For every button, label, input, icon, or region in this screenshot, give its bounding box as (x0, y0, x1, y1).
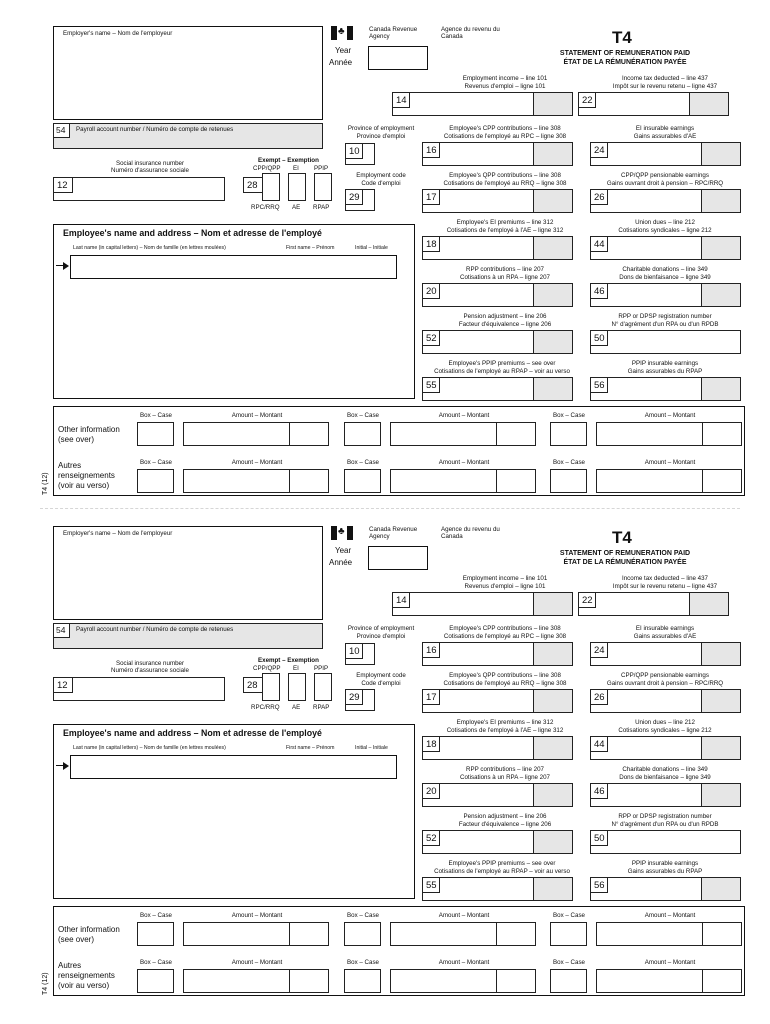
amount-label-fr: Impôt sur le revenu retenu – ligne 437 (612, 583, 718, 590)
amount-box-44[interactable] (590, 736, 741, 760)
box-number-29: 29 (345, 689, 363, 705)
other-amount-input[interactable] (596, 922, 742, 946)
sin-input[interactable] (53, 677, 225, 701)
amount-label-en: RPP contributions – line 207 (466, 266, 544, 273)
amount-montant-label: Amount – Montant (644, 412, 696, 419)
amount-box-cents (701, 643, 740, 665)
exempt-ei-checkbox[interactable] (288, 173, 306, 201)
box-number-10: 10 (345, 643, 363, 659)
box-number-52: 52 (422, 830, 440, 846)
amount-label-en: Employee's QPP contributions – line 308 (449, 672, 561, 679)
amount-label-en: Employee's QPP contributions – line 308 (449, 172, 561, 179)
maple-leaf-icon: ♣ (338, 26, 345, 37)
box-case-label: Box – Case (140, 412, 172, 419)
other-info-label-en-1: Other information (58, 425, 120, 434)
amount-box-56[interactable] (590, 377, 741, 401)
box-case-label: Box – Case (347, 459, 379, 466)
exempt-rpc-label: RPC/RRQ (251, 704, 280, 711)
exempt-cpp-checkbox[interactable] (262, 673, 280, 701)
box-number-50: 50 (590, 330, 608, 346)
exempt-ppip-checkbox[interactable] (314, 173, 332, 201)
other-box-case-input[interactable] (550, 969, 587, 993)
amount-box-cents (533, 737, 572, 759)
form-code: T4 (612, 528, 632, 547)
box-number-22: 22 (578, 92, 596, 108)
other-info-label-en-2: (see over) (58, 935, 95, 944)
box-number-22: 22 (578, 592, 596, 608)
amount-box-cents (533, 143, 572, 165)
amount-montant-label: Amount – Montant (231, 912, 283, 919)
other-info-label-fr-3: (voir au verso) (58, 981, 110, 990)
amount-box-55[interactable] (422, 377, 573, 401)
t4-slip (0, 500, 770, 998)
other-box-case-input[interactable] (137, 422, 174, 446)
box-number-29: 29 (345, 189, 363, 205)
other-amount-cents (702, 923, 741, 945)
year-label-fr: Année (329, 558, 353, 567)
other-amount-cents (289, 470, 328, 492)
amount-box-cents (701, 737, 740, 759)
year-input[interactable] (368, 46, 428, 70)
other-box-case-input[interactable] (550, 469, 587, 493)
sin-label-fr: Numéro d'assurance sociale (111, 167, 189, 174)
amount-label-fr: Revenus d'emploi – ligne 101 (464, 83, 546, 90)
other-info-label-en-1: Other information (58, 925, 120, 934)
box-case-label: Box – Case (347, 912, 379, 919)
flag-bar-right (347, 526, 353, 540)
amount-montant-label: Amount – Montant (438, 912, 490, 919)
box-number-54: 54 (53, 623, 70, 638)
exempt-ae-label: AE (292, 204, 301, 211)
form-code: T4 (612, 28, 632, 47)
box-number-17: 17 (422, 689, 440, 705)
other-box-case-input[interactable] (550, 922, 587, 946)
other-box-case-input[interactable] (344, 969, 381, 993)
flag-bar-right (347, 26, 353, 40)
employment-code-label-en: Employment code (356, 172, 406, 179)
amount-box-cents (533, 690, 572, 712)
amount-box-26[interactable] (590, 189, 741, 213)
employee-address-title: Employee's name and address – Nom et adresse de l'employé (63, 728, 322, 738)
box-case-label: Box – Case (553, 912, 585, 919)
amount-label-en: RPP contributions – line 207 (466, 766, 544, 773)
other-amount-input[interactable] (596, 422, 742, 446)
amount-label-fr: Gains assurables du RPAP (627, 368, 703, 375)
box-number-12: 12 (53, 677, 73, 693)
other-info-label-fr-2: renseignements (58, 971, 115, 980)
form-version: T4 (12) (42, 972, 49, 995)
amount-box-46[interactable] (590, 283, 741, 307)
other-amount-cents (289, 923, 328, 945)
box-number-10: 10 (345, 143, 363, 159)
amount-box-cents (533, 593, 572, 615)
employer-name-label: Employer's name – Nom de l'employeur (63, 530, 173, 537)
amount-box-cents (701, 284, 740, 306)
amount-label-en: PPIP insurable earnings (631, 360, 699, 367)
province-label-en: Province of employment (347, 625, 415, 632)
box-case-label: Box – Case (140, 912, 172, 919)
employee-name-input[interactable] (70, 255, 397, 279)
employee-initial-label: Initial – Initiale (355, 245, 388, 251)
employer-name-box[interactable] (53, 26, 323, 120)
other-amount-cents (496, 970, 535, 992)
amount-montant-label: Amount – Montant (644, 959, 696, 966)
box-number-20: 20 (422, 783, 440, 799)
amount-montant-label: Amount – Montant (231, 412, 283, 419)
box-number-24: 24 (590, 142, 608, 158)
box-number-12: 12 (53, 177, 73, 193)
exempt-ei-label: EI (293, 665, 299, 672)
amount-box-16[interactable] (422, 142, 573, 166)
form-version: T4 (12) (42, 472, 49, 495)
amount-label-fr: Cotisations de l'employé au RPC – ligne 308 (443, 633, 567, 640)
amount-label-fr: Cotisations syndicales – ligne 212 (618, 727, 712, 734)
amount-montant-label: Amount – Montant (644, 459, 696, 466)
other-amount-cents (702, 470, 741, 492)
box-number-16: 16 (422, 142, 440, 158)
amount-label-fr: Revenus d'emploi – ligne 101 (464, 583, 546, 590)
other-amount-input[interactable] (390, 922, 536, 946)
amount-box-14[interactable] (392, 92, 573, 116)
amount-montant-label: Amount – Montant (644, 912, 696, 919)
other-amount-input[interactable] (183, 469, 329, 493)
payroll-account-label: Payroll account number / Numéro de compte de retenues (76, 626, 234, 633)
box-number-18: 18 (422, 736, 440, 752)
amount-box-cents (533, 237, 572, 259)
amount-label-fr: Gains assurables d'AE (633, 633, 697, 640)
box-number-54: 54 (53, 123, 70, 138)
amount-label-en: Income tax deducted – line 437 (622, 575, 708, 582)
amount-box-18[interactable] (422, 736, 573, 760)
box-number-28: 28 (243, 177, 263, 193)
sin-label-fr: Numéro d'assurance sociale (111, 667, 189, 674)
other-info-label-fr-2: renseignements (58, 471, 115, 480)
amount-label-en: Employee's CPP contributions – line 308 (449, 625, 561, 632)
amount-label-en: Charitable donations – line 349 (622, 266, 708, 273)
amount-label-fr: Cotisations de l'employé au RPAP – voir au verso (434, 368, 570, 375)
box-number-44: 44 (590, 236, 608, 252)
exempt-cpp-label: CPP/QPP (253, 165, 281, 172)
box-number-55: 55 (422, 877, 440, 893)
amount-box-44[interactable] (590, 236, 741, 260)
amount-box-14[interactable] (392, 592, 573, 616)
amount-label-fr: Gains ouvrant droit à pension – RPC/RRQ (606, 180, 724, 187)
amount-box-22[interactable] (578, 92, 729, 116)
box-case-label: Box – Case (347, 412, 379, 419)
amount-box-cents (533, 284, 572, 306)
amount-label-en: Union dues – line 212 (635, 219, 695, 226)
employment-code-label-fr: Code d'emploi (361, 680, 401, 687)
employee-initial-label: Initial – Initiale (355, 745, 388, 751)
amount-box-20[interactable] (422, 283, 573, 307)
amount-box-50[interactable] (590, 830, 741, 854)
amount-box-cents (533, 378, 572, 400)
box-case-label: Box – Case (347, 959, 379, 966)
year-label-en: Year (335, 546, 352, 555)
amount-label-en: RPP or DPSP registration number (618, 813, 712, 820)
box-number-20: 20 (422, 283, 440, 299)
amount-box-46[interactable] (590, 783, 741, 807)
amount-montant-label: Amount – Montant (438, 412, 490, 419)
exempt-ppip-label: PPIP (314, 165, 329, 172)
amount-label-fr: Cotisations de l'employé au RRQ – ligne 308 (443, 680, 567, 687)
other-box-case-input[interactable] (550, 422, 587, 446)
exempt-ei-label: EI (293, 165, 299, 172)
other-box-case-input[interactable] (344, 422, 381, 446)
exempt-cpp-label: CPP/QPP (253, 665, 281, 672)
other-amount-input[interactable] (183, 969, 329, 993)
title-en: STATEMENT OF REMUNERATION PAID (559, 550, 691, 557)
box-number-56: 56 (590, 377, 608, 393)
employment-code-label-fr: Code d'emploi (361, 180, 401, 187)
amount-label-fr: Cotisations de l'employé au RRQ – ligne 308 (443, 180, 567, 187)
box-number-50: 50 (590, 830, 608, 846)
amount-box-17[interactable] (422, 689, 573, 713)
other-box-case-input[interactable] (137, 469, 174, 493)
amount-label-en: CPP/QPP pensionable earnings (621, 672, 709, 679)
flag-bar-left (331, 526, 337, 540)
box-number-14: 14 (392, 92, 410, 108)
employee-address-title: Employee's name and address – Nom et adresse de l'employé (63, 228, 322, 238)
title-fr: ÉTAT DE LA RÉMUNÉRATION PAYÉE (563, 59, 687, 66)
exempt-title: Exempt – Exemption (258, 657, 319, 664)
box-number-17: 17 (422, 189, 440, 205)
amount-label-fr: Cotisations à un RPA – ligne 207 (459, 774, 550, 781)
t4-slip (0, 0, 770, 498)
province-label-fr: Province d'emploi (356, 133, 406, 140)
amount-montant-label: Amount – Montant (438, 459, 490, 466)
amount-box-16[interactable] (422, 642, 573, 666)
sin-label-en: Social insurance number (115, 660, 185, 667)
employee-first-name-label: First name – Prénom (286, 245, 335, 251)
amount-montant-label: Amount – Montant (438, 959, 490, 966)
cra-name-en: Canada Revenue Agency (369, 526, 418, 541)
cra-name-fr: Agence du revenu du Canada (441, 526, 500, 541)
amount-label-en: Pension adjustment – line 206 (463, 813, 547, 820)
other-info-label-en-2: (see over) (58, 435, 95, 444)
other-amount-cents (496, 423, 535, 445)
title-en: STATEMENT OF REMUNERATION PAID (559, 50, 691, 57)
box-number-24: 24 (590, 642, 608, 658)
employee-last-name-label: Last name (in capital letters) – Nom de famille (en lettres moulées) (73, 745, 226, 751)
amount-label-fr: Impôt sur le revenu retenu – ligne 437 (612, 83, 718, 90)
amount-box-cents (533, 331, 572, 353)
amount-box-cents (701, 190, 740, 212)
box-number-18: 18 (422, 236, 440, 252)
amount-label-en: RPP or DPSP registration number (618, 313, 712, 320)
amount-label-fr: Gains assurables du RPAP (627, 868, 703, 875)
amount-label-en: Income tax deducted – line 437 (622, 75, 708, 82)
exempt-ppip-label: PPIP (314, 665, 329, 672)
other-amount-input[interactable] (390, 969, 536, 993)
box-number-16: 16 (422, 642, 440, 658)
other-amount-cents (289, 970, 328, 992)
amount-box-cents (689, 593, 728, 615)
amount-box-cents (533, 831, 572, 853)
canada-flag-icon (331, 26, 353, 40)
amount-label-en: PPIP insurable earnings (631, 860, 699, 867)
exempt-ae-label: AE (292, 704, 301, 711)
other-amount-input[interactable] (390, 469, 536, 493)
amount-box-55[interactable] (422, 877, 573, 901)
employee-arrow-icon (63, 262, 69, 270)
title-fr: ÉTAT DE LA RÉMUNÉRATION PAYÉE (563, 559, 687, 566)
amount-box-cents (701, 690, 740, 712)
amount-label-fr: Cotisations de l'employé à l'AE – ligne 312 (446, 227, 564, 234)
maple-leaf-icon: ♣ (338, 526, 345, 537)
other-amount-cents (702, 423, 741, 445)
amount-box-50[interactable] (590, 330, 741, 354)
amount-box-24[interactable] (590, 642, 741, 666)
amount-label-fr: Cotisations de l'employé au RPAP – voir au verso (434, 868, 570, 875)
box-number-44: 44 (590, 736, 608, 752)
amount-box-cents (701, 237, 740, 259)
other-box-case-input[interactable] (344, 922, 381, 946)
other-info-label-fr-1: Autres (58, 461, 82, 470)
amount-label-en: EI insurable earnings (635, 625, 695, 632)
amount-label-en: Union dues – line 212 (635, 719, 695, 726)
amount-label-fr: Cotisations de l'employé à l'AE – ligne 312 (446, 727, 564, 734)
amount-box-cents (533, 784, 572, 806)
other-box-case-input[interactable] (344, 469, 381, 493)
amount-box-52[interactable] (422, 830, 573, 854)
box-number-52: 52 (422, 330, 440, 346)
employment-code-label-en: Employment code (356, 672, 406, 679)
employee-name-input[interactable] (70, 755, 397, 779)
amount-label-fr: Dons de bienfaisance – ligne 349 (619, 774, 711, 781)
amount-box-cents (701, 878, 740, 900)
cra-name-en: Canada Revenue Agency (369, 26, 418, 41)
amount-box-24[interactable] (590, 142, 741, 166)
amount-montant-label: Amount – Montant (231, 459, 283, 466)
amount-label-fr: Gains ouvrant droit à pension – RPC/RRQ (606, 680, 724, 687)
exempt-rpap-label: RPAP (313, 204, 330, 211)
amount-box-cents (533, 190, 572, 212)
other-amount-input[interactable] (596, 969, 742, 993)
other-box-case-input[interactable] (137, 969, 174, 993)
other-amount-cents (496, 923, 535, 945)
amount-box-cents (701, 143, 740, 165)
exempt-rpc-label: RPC/RRQ (251, 204, 280, 211)
amount-box-cents (533, 93, 572, 115)
amount-box-52[interactable] (422, 330, 573, 354)
exempt-title: Exempt – Exemption (258, 157, 319, 164)
amount-box-20[interactable] (422, 783, 573, 807)
employee-last-name-label: Last name (in capital letters) – Nom de famille (en lettres moulées) (73, 245, 226, 251)
amount-box-cents (533, 878, 572, 900)
amount-label-en: Employee's CPP contributions – line 308 (449, 125, 561, 132)
other-amount-input[interactable] (390, 422, 536, 446)
other-amount-cents (496, 470, 535, 492)
amount-box-cents (701, 378, 740, 400)
flag-bar-left (331, 26, 337, 40)
other-amount-input[interactable] (183, 922, 329, 946)
amount-label-fr: Facteur d'équivalence – ligne 206 (458, 821, 552, 828)
other-info-label-fr-3: (voir au verso) (58, 481, 110, 490)
box-number-26: 26 (590, 189, 608, 205)
amount-label-en: EI insurable earnings (635, 125, 695, 132)
employer-name-box[interactable] (53, 526, 323, 620)
box-number-26: 26 (590, 689, 608, 705)
exempt-ei-checkbox[interactable] (288, 673, 306, 701)
amount-box-26[interactable] (590, 689, 741, 713)
exempt-rpap-label: RPAP (313, 704, 330, 711)
amount-label-fr: N° d'agrément d'un RPA ou d'un RPDB (611, 821, 719, 828)
amount-box-18[interactable] (422, 236, 573, 260)
box-number-46: 46 (590, 283, 608, 299)
box-number-56: 56 (590, 877, 608, 893)
amount-label-en: Employee's PPIP premiums – see over (448, 360, 556, 367)
amount-label-fr: Cotisations à un RPA – ligne 207 (459, 274, 550, 281)
amount-label-en: Employee's PPIP premiums – see over (448, 860, 556, 867)
exempt-ppip-checkbox[interactable] (314, 673, 332, 701)
amount-montant-label: Amount – Montant (231, 959, 283, 966)
year-input[interactable] (368, 546, 428, 570)
canada-flag-icon (331, 526, 353, 540)
amount-box-56[interactable] (590, 877, 741, 901)
amount-label-fr: N° d'agrément d'un RPA ou d'un RPDB (611, 321, 719, 328)
other-amount-input[interactable] (183, 422, 329, 446)
employer-name-label: Employer's name – Nom de l'employeur (63, 30, 173, 37)
amount-box-cents (701, 784, 740, 806)
sin-input[interactable] (53, 177, 225, 201)
box-case-label: Box – Case (140, 459, 172, 466)
other-amount-cents (289, 423, 328, 445)
other-info-label-fr-1: Autres (58, 961, 82, 970)
box-number-46: 46 (590, 783, 608, 799)
province-label-fr: Province d'emploi (356, 633, 406, 640)
payroll-account-label: Payroll account number / Numéro de compte de retenues (76, 126, 234, 133)
employee-first-name-label: First name – Prénom (286, 745, 335, 751)
box-case-label: Box – Case (553, 959, 585, 966)
amount-label-fr: Facteur d'équivalence – ligne 206 (458, 321, 552, 328)
sin-label-en: Social insurance number (115, 160, 185, 167)
year-label-fr: Année (329, 58, 353, 67)
exempt-cpp-checkbox[interactable] (262, 173, 280, 201)
box-case-label: Box – Case (553, 459, 585, 466)
amount-label-en: Employee's EI premiums – line 312 (456, 219, 554, 226)
box-number-28: 28 (243, 677, 263, 693)
box-case-label: Box – Case (553, 412, 585, 419)
amount-label-en: CPP/QPP pensionable earnings (621, 172, 709, 179)
amount-label-fr: Dons de bienfaisance – ligne 349 (619, 274, 711, 281)
amount-box-cents (689, 93, 728, 115)
box-case-label: Box – Case (140, 959, 172, 966)
amount-label-en: Employment income – line 101 (462, 75, 548, 82)
employee-arrow-icon (63, 762, 69, 770)
other-box-case-input[interactable] (137, 922, 174, 946)
other-amount-cents (702, 970, 741, 992)
cra-name-fr: Agence du revenu du Canada (441, 26, 500, 41)
amount-label-en: Employee's EI premiums – line 312 (456, 719, 554, 726)
year-label-en: Year (335, 46, 352, 55)
amount-label-en: Employment income – line 101 (462, 575, 548, 582)
amount-label-en: Pension adjustment – line 206 (463, 313, 547, 320)
amount-label-fr: Cotisations syndicales – ligne 212 (618, 227, 712, 234)
amount-label-en: Charitable donations – line 349 (622, 766, 708, 773)
amount-box-22[interactable] (578, 592, 729, 616)
amount-box-cents (533, 643, 572, 665)
box-number-14: 14 (392, 592, 410, 608)
amount-box-17[interactable] (422, 189, 573, 213)
amount-label-fr: Gains assurables d'AE (633, 133, 697, 140)
box-number-55: 55 (422, 377, 440, 393)
amount-label-fr: Cotisations de l'employé au RPC – ligne 308 (443, 133, 567, 140)
province-label-en: Province of employment (347, 125, 415, 132)
other-amount-input[interactable] (596, 469, 742, 493)
